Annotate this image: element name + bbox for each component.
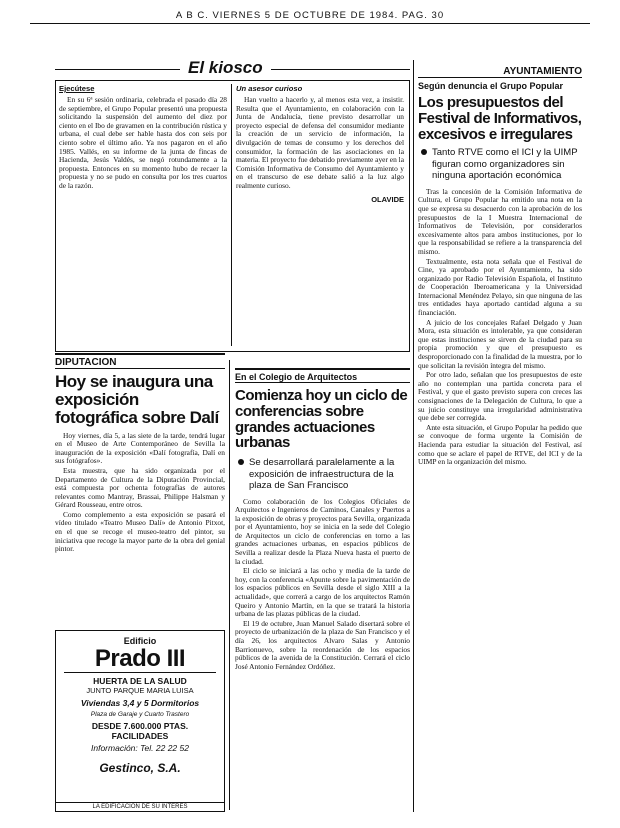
arquitectos-bullet-text: Se desarrollará paralelamente a la exposición de infraestructura de la plaza de San Francisco — [249, 457, 395, 491]
arquitectos-paragraph: Como colaboración de los Colegios Oficiales de Arquitectos e Ingenieros de Caminos, Canales y Puertos a la exposición de obras y proyectos para Sevilla, organizada por el Ayuntamiento, hoy se inicia en la sede del Colegio de Arquitectos un ciclo de conferencias en torno a las grandes actuaciones urbanas, en espacios públicos de Sevilla a realizar desde la Plaza Nueva hasta el puerto de la ciudad. — [235, 496, 410, 566]
ad-footer: LA EDIFICACION DE SU INTERES — [56, 802, 224, 811]
ayuntamiento-paragraph: Por otro lado, señalan que los presupuestos de este año no contemplan una partida concreta para el Festival, y que el gasto previsto supera con creces las consignaciones de la Delegación de Cultura, lo que a su juicio constituye una irregularidad administrativa que debe ser corregida. — [418, 370, 582, 423]
kiosco-signature: OLAVIDE — [371, 194, 404, 204]
diputacion-label: DIPUTACION — [55, 357, 225, 369]
ad-line-edificio: Edificio — [123, 636, 157, 646]
kiosco-section — [55, 58, 410, 353]
bullet-dot-icon — [421, 149, 427, 155]
bullet-dot-icon — [238, 459, 244, 465]
diputacion-headline: Hoy se inaugura una exposición fotográfica sobre Dalí — [55, 372, 219, 427]
kiosco-right-body — [236, 96, 404, 191]
diputacion-paragraph: Hoy viernes, día 5, a las siete de la tarde, tendrá lugar en el Museo de Arte Contemporáneo de Sevilla la inauguración de la exposición «Dalí fotografía, Dalí en sus fotógrafos». — [55, 430, 225, 466]
ayuntamiento-paragraph: Tras la concesión de la Comisión Informativa de Cultura, el Grupo Popular ha emitido una nota en la que se expresa su desacuerdo con la aprobación de los presupuestos de la I Muestra Internacional de Informativos de Televisión, por considerarlos excesivamente altos para ambos instituciones, por lo que la responsabilidad se refiere a la transparencia del mismo. — [418, 186, 582, 256]
ad-company-logo: Gestinco, S.A. — [99, 761, 181, 775]
arquitectos-paragraph: El 19 de octubre, Juan Manuel Salado disertará sobre el proyecto de urbanización de la plaza de San Francisco y el día 26, los arquitectos Alvaro Salas y Antonio Barrionuevo, sobre la reordenación de los espacios públicos de la avenida de la Constitución. Cerrará el ciclo José Antonio Fernández Ordóñez. — [235, 618, 410, 671]
kiosco-left-body — [59, 96, 227, 191]
ayuntamiento-body — [418, 188, 582, 467]
ad-extras: Plaza de Garaje y Cuarto Trastero — [90, 711, 190, 718]
arquitectos-section — [235, 368, 410, 672]
ad-price: DESDE 7.600.000 PTAS. — [91, 721, 189, 731]
ad-location: HUERTA DE LA SALUD — [93, 676, 187, 686]
diputacion-section — [55, 353, 225, 555]
diputacion-paragraph: Como complemento a esta exposición se pasará el vídeo titulado «Teatro Museo Dalí» de Antonio Pitxot, en el que se recoge el museo-teatro del pintor, su iniciativa que recoge la mayor parte de la obra del genial pintor. — [55, 509, 225, 554]
diputacion-body — [55, 432, 225, 554]
arquitectos-bullet — [235, 457, 410, 492]
arquitectos-label: En el Colegio de Arquitectos — [235, 372, 410, 383]
kiosco-right-item — [236, 84, 404, 204]
arquitectos-headline: Comienza hoy un ciclo de conferencias sobre grandes actuaciones urbanas — [235, 387, 408, 452]
kiosco-left-item — [59, 84, 227, 192]
kiosco-divider — [231, 84, 232, 346]
arquitectos-paragraph: El ciclo se iniciará a las ocho y media de la tarde de hoy, con la conferencia «Apunte sobre la pavimentación de los espacios públicos en Sevilla desde el siglo XIII a la actualidad», que correrá a cargo de los arquitectos Ramón Queiro y Antonio Martín, en la que se tratará la historia urbana de las plazas públicas de la ciudad. — [235, 566, 410, 619]
ayuntamiento-paragraph: Textualmente, esta nota señala que el Festival de Cine, ya aprobado por el Ayuntamiento, ha sido organizado por Radio Televisión Española, el Instituto de Cooperación Iberoamericana y la Universidad Internacional Menéndez Pelayo, sin que ninguna de las tres entidades haya aportado cantidad alguna a su financiación. — [418, 256, 582, 318]
ad-title: Prado III — [64, 646, 216, 673]
kiosco-right-paragraph: Han vuelto a hacerlo y, al menos esta vez, a insistir. Resulta que el Ayuntamiento, en colaboración con la Junta de Andalucía, tiene previsto desarrollar un proyecto especial de defensa del consumidor mediante la creación de un servicio de información, la divulgación de temas de consumo y los derechos del consumidor, la formación de las asociaciones en la materia. El proyecto fue debatido previamente ayer en la Comisión Informativa de Consumo del Ayuntamiento y en el transcurso de ese debate salió a la luz algo realmente curioso. — [236, 95, 404, 190]
ayuntamiento-paragraph: A juicio de los concejales Rafael Delgado y Juan Mora, esta situación es intolerable, ya que consideran que estas instituciones se sirven de la ciudad para su propia promoción y que el presupuesto es desproporcionado con la finalidad de la muestra, por lo que solicitan la revisión íntegra del mismo. — [418, 317, 582, 370]
ad-facilities: FACILIDADES — [111, 731, 169, 741]
diputacion-paragraph: Esta muestra, que ha sido organizada por el Departamento de Cultura de la Diputación Provincial, está compuesta por ochenta fotografías de autores relevantes como Mantray, Brassai, Philippe Halsman y Gérard Rousseau, entre otros. — [55, 465, 225, 510]
ayuntamiento-headline: Los presupuestos del Festival de Informativos, excesivos e irregulares — [418, 94, 582, 143]
ayuntamiento-kicker: Según denuncia el Grupo Popular — [418, 81, 564, 91]
ayuntamiento-bullet-text: Tanto RTVE como el ICI y la UIMP figuran como organizadores sin ninguna aportación económica — [432, 147, 578, 182]
kiosco-title: El kiosco — [180, 58, 271, 78]
arquitectos-body — [235, 498, 410, 672]
ayuntamiento-section — [418, 66, 582, 468]
ayuntamiento-label: AYUNTAMIENTO — [418, 66, 582, 78]
ayuntamiento-bullet — [418, 147, 582, 182]
running-head: A B C. VIERNES 5 DE OCTUBRE DE 1984. PAG. 30 — [30, 10, 590, 24]
ad-phone: Información: Tel. 22 22 52 — [91, 743, 189, 753]
prado-ad — [55, 630, 225, 812]
column-rule — [229, 360, 230, 810]
column-rule — [413, 60, 414, 812]
ad-location-sub: JUNTO PARQUE MARIA LUISA — [86, 686, 194, 695]
ayuntamiento-paragraph: Ante esta situación, el Grupo Popular ha pedido que se convoque de forma urgente la Comisión de Hacienda para estudiar la situación del Festival, así como que se aclare el papel de RTVE, del ICI y de la UIMP en la organización del mismo. — [418, 422, 582, 467]
ad-homes: Viviendas 3,4 y 5 Dormitorios — [80, 698, 200, 708]
kiosco-left-heading: Ejecútese — [59, 84, 95, 93]
kiosco-left-paragraph: En su 6ª sesión ordinaria, celebrada el pasado día 28 de septiembre, el Grupo Popular presentó una propuesta solicitando la suspensión del aumento del diez por ciento en el Ibo de gravamen en la contribución rústica y urbana, el cual debe ser hable hasta dos con seis por ciento sobre el último año. Ya nos pagaron en el año 1985. Vallés, en su informe de la junta de fincas de Hacienda, Jesús Valdés, se negó rotundamente a la propuesta. Entonces en su momento hubo de recaer la propuesta y no se pudo en consulta por los tres cuartos de la razón. — [59, 95, 227, 190]
kiosco-right-heading: Un asesor curioso — [236, 84, 303, 93]
